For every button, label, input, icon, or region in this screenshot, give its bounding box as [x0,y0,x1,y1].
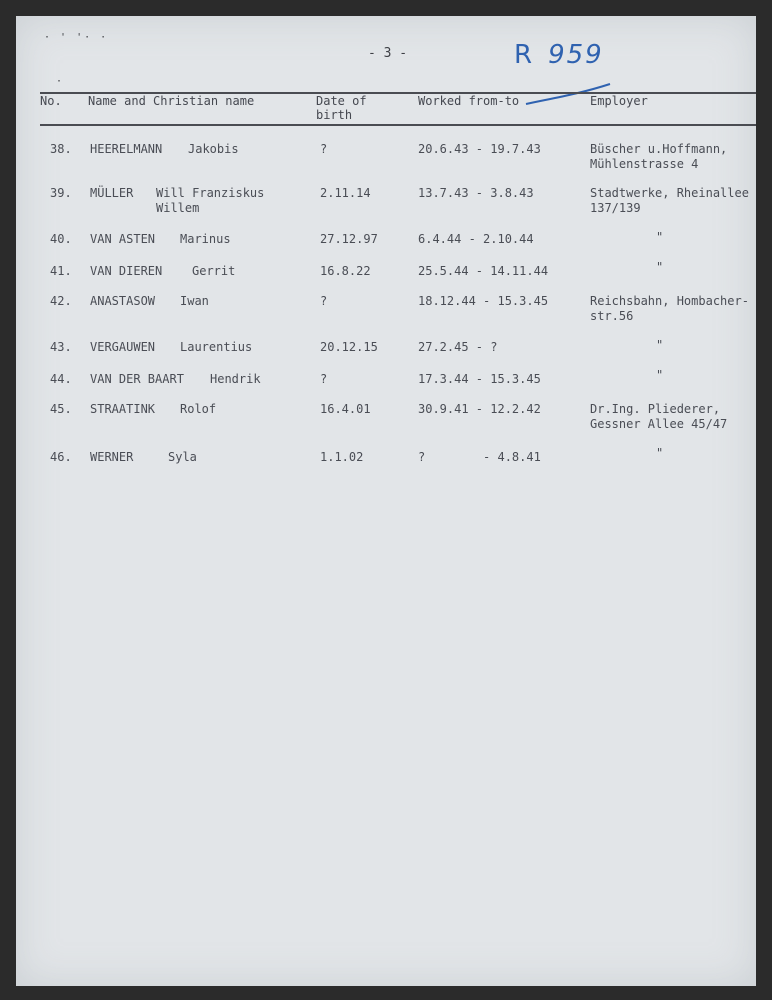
row-dob: 20.12.15 [320,340,378,354]
row-employer: " [656,338,664,352]
header-name: Name and Christian name [88,94,255,108]
row-employer: " [656,260,664,274]
row-given: Jakobis [188,142,239,156]
row-given: Hendrik [210,372,261,386]
row-worked: 25.5.44 - 14.11.44 [418,264,549,278]
row-employer: Dr.Ing. Pliederer, Gessner Allee 45/47 [590,402,728,431]
row-worked: 6.4.44 - 2.10.44 [418,232,534,246]
reference-letter: R [514,40,535,70]
row-dob: 2.11.14 [320,186,371,200]
row-no: 38. [50,142,72,156]
row-employer: Büscher u.Hoffmann, Mühlenstrasse 4 [590,142,728,171]
row-no: 46. [50,450,72,464]
row-surname: VAN DIEREN [90,264,163,278]
row-no: 43. [50,340,72,354]
header-employer: Employer [590,94,648,108]
row-given: Laurentius [180,340,253,354]
row-given: Gerrit [192,264,236,278]
row-surname: WERNER [90,450,134,464]
row-dob: 1.1.02 [320,450,364,464]
row-dob: ? [320,294,328,308]
header-no: No. [40,94,62,108]
row-no: 40. [50,232,72,246]
row-surname: VAN ASTEN [90,232,156,246]
scan-mark-top: · ' '· · [44,32,109,43]
document-page [16,16,756,986]
page-number: - 3 - [368,46,408,61]
scan-mark-side: · [56,76,65,87]
row-dob: 16.4.01 [320,402,371,416]
row-surname: MÜLLER [90,186,134,200]
row-worked: 27.2.45 - ? [418,340,498,354]
reference-number: 959 [548,40,604,70]
row-given: Syla [168,450,197,464]
row-worked: 17.3.44 - 15.3.45 [418,372,541,386]
row-no: 41. [50,264,72,278]
row-surname: VAN DER BAART [90,372,184,386]
row-worked: ? - 4.8.41 [418,450,541,464]
row-given: Iwan [180,294,209,308]
row-surname: ANASTASOW [90,294,156,308]
row-employer: Stadtwerke, Rheinallee 137/139 [590,186,749,215]
row-surname: STRAATINK [90,402,156,416]
row-worked: 13.7.43 - 3.8.43 [418,186,534,200]
row-employer: Reichsbahn, Hombacher- str.56 [590,294,749,323]
header-dob: Date of birth [316,94,367,122]
row-given: Rolof [180,402,217,416]
row-given: Marinus [180,232,231,246]
row-dob: ? [320,142,328,156]
header-worked: Worked from-to [418,94,520,108]
header-bottom-rule [40,124,756,126]
row-employer: " [656,446,664,460]
row-surname: HEERELMANN [90,142,163,156]
row-surname: VERGAUWEN [90,340,156,354]
row-given: Will Franziskus Willem [156,186,265,215]
row-dob: 27.12.97 [320,232,378,246]
row-no: 39. [50,186,72,200]
row-worked: 30.9.41 - 12.2.42 [418,402,541,416]
row-no: 45. [50,402,72,416]
row-employer: " [656,230,664,244]
row-worked: 20.6.43 - 19.7.43 [418,142,541,156]
row-no: 42. [50,294,72,308]
row-dob: 16.8.22 [320,264,371,278]
reference-annotation [514,40,604,70]
row-no: 44. [50,372,72,386]
row-dob: ? [320,372,328,386]
row-worked: 18.12.44 - 15.3.45 [418,294,549,308]
row-employer: " [656,368,664,382]
